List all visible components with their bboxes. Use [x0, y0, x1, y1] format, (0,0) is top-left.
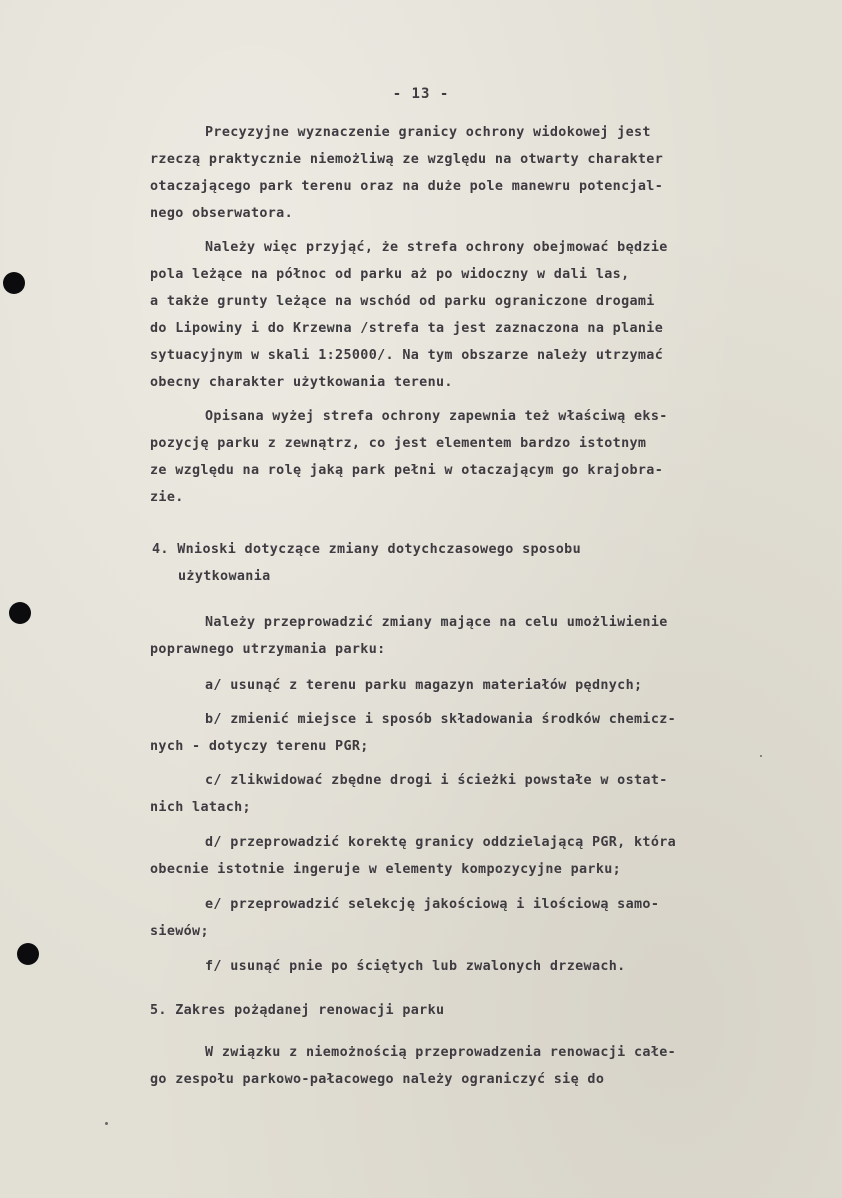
paper-speck: [105, 1122, 108, 1125]
section-heading: użytkowania: [178, 569, 271, 584]
list-item: a/ usunąć z terenu parku magazyn materiałów pędnych;: [205, 678, 643, 693]
list-item-continuation: obecnie istotnie ingeruje w elementy kompozycyjne parku;: [150, 862, 622, 877]
text-line: do Lipowiny i do Krzewna /strefa ta jest zaznaczona na planie: [150, 321, 664, 336]
list-item: c/ zlikwidować zbędne drogi i ścieżki powstałe w ostat-: [205, 773, 668, 788]
section-heading: 5. Zakres pożądanej renowacji parku: [150, 1003, 445, 1018]
list-item-continuation: nych - dotyczy terenu PGR;: [150, 739, 369, 754]
text-line: rzeczą praktycznie niemożliwą ze względu na otwarty charakter: [150, 152, 664, 167]
text-line: Opisana wyżej strefa ochrony zapewnia też właściwą eks-: [205, 409, 668, 424]
text-line: pozycję parku z zewnątrz, co jest elementem bardzo istotnym: [150, 436, 647, 451]
list-item: d/ przeprowadzić korektę granicy oddzielającą PGR, która: [205, 835, 677, 850]
text-line: Należy więc przyjąć, że strefa ochrony obejmować będzie: [205, 240, 668, 255]
text-line: zie.: [150, 490, 184, 505]
paper-speck: [760, 755, 762, 757]
page-number: - 13 -: [392, 86, 450, 102]
text-line: W związku z niemożnością przeprowadzenia renowacji całe-: [205, 1045, 677, 1060]
text-line: obecny charakter użytkowania terenu.: [150, 375, 453, 390]
text-line: otaczającego park terenu oraz na duże pole manewru potencjal-: [150, 179, 664, 194]
text-line: go zespołu parkowo-pałacowego należy ograniczyć się do: [150, 1072, 605, 1087]
text-line: Należy przeprowadzić zmiany mające na celu umożliwienie: [205, 615, 668, 630]
text-line: sytuacyjnym w skali 1:25000/. Na tym obszarze należy utrzymać: [150, 348, 664, 363]
text-line: a także grunty leżące na wschód od parku ograniczone drogami: [150, 294, 655, 309]
list-item: f/ usunąć pnie po ściętych lub zwalonych drzewach.: [205, 959, 626, 974]
list-item-continuation: siewów;: [150, 924, 209, 939]
punch-hole-bottom: [17, 943, 39, 965]
list-item-continuation: nich latach;: [150, 800, 251, 815]
punch-hole-top: [3, 272, 25, 294]
text-line: pola leżące na północ od parku aż po widoczny w dali las,: [150, 267, 630, 282]
text-line: poprawnego utrzymania parku:: [150, 642, 386, 657]
text-line: nego obserwatora.: [150, 206, 294, 221]
text-line: Precyzyjne wyznaczenie granicy ochrony widokowej jest: [205, 125, 651, 140]
list-item: e/ przeprowadzić selekcję jakościową i ilościową samo-: [205, 897, 660, 912]
punch-hole-middle: [9, 602, 31, 624]
text-line: ze względu na rolę jaką park pełni w otaczającym go krajobra-: [150, 463, 664, 478]
list-item: b/ zmienić miejsce i sposób składowania środków chemicz-: [205, 712, 677, 727]
section-heading: 4. Wnioski dotyczące zmiany dotychczasowego sposobu: [152, 542, 582, 557]
